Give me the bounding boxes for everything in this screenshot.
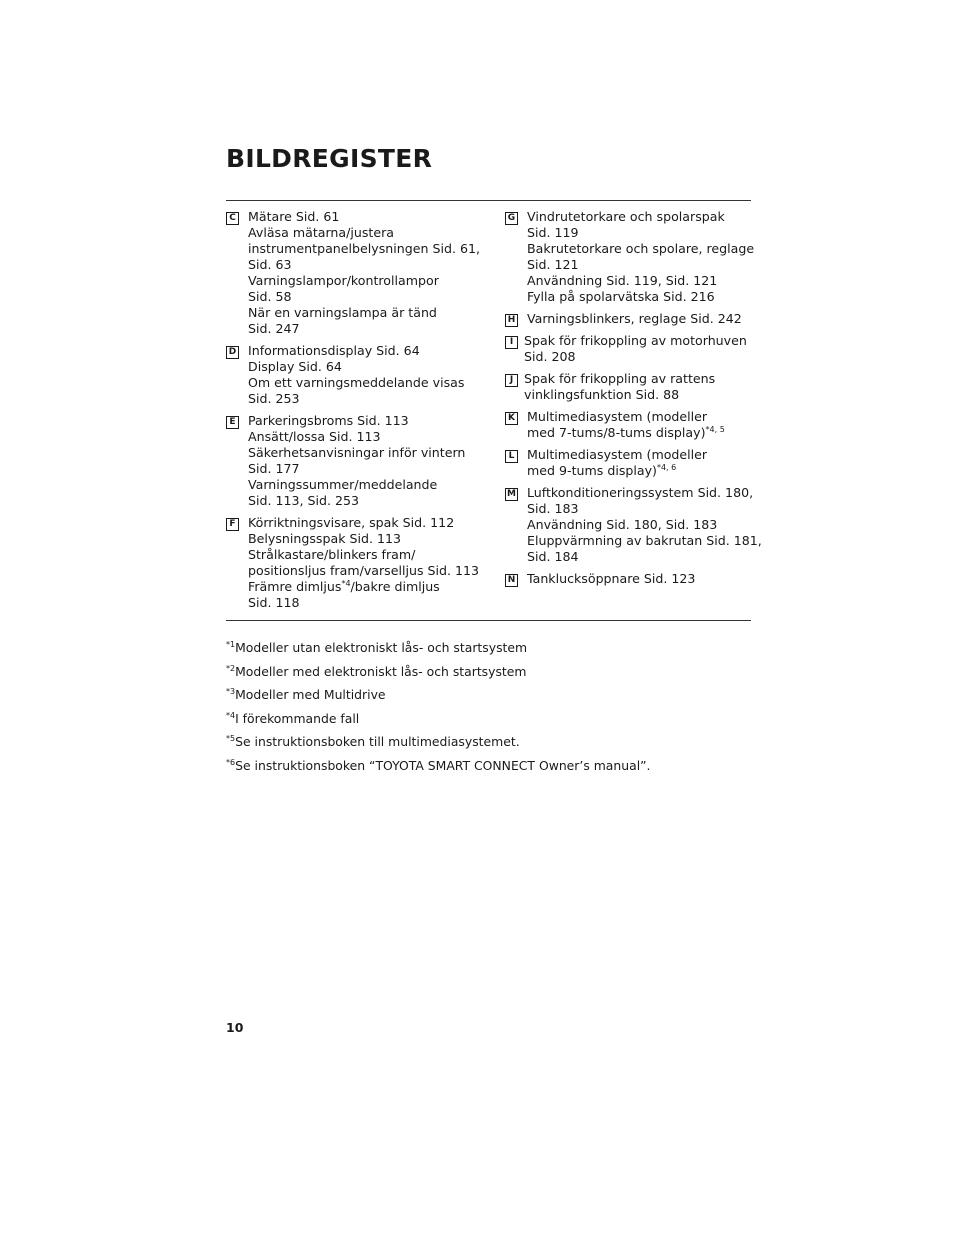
index-entry-g: [505, 209, 755, 305]
footnote-item: $^{*6}$Se instruktionsboken “TOYOTA SMART CONNECT Owner’s manual”.: [226, 757, 651, 773]
index-entry-m: [505, 485, 762, 565]
entry-line: Sid. 208: [524, 349, 576, 364]
footnote-mark: *2: [226, 663, 236, 673]
footnote-item: $^{*3}$Modeller med Multidrive: [226, 686, 386, 702]
entry-line: Strålkastare/blinkers fram/: [248, 547, 416, 562]
entry-line: Multimediasystem (modeller: [527, 409, 708, 424]
entry-line: Sid. 113, Sid. 253: [248, 493, 360, 508]
index-entry-f: [226, 515, 481, 611]
entry-line: Användning Sid. 180, Sid. 183: [527, 517, 718, 532]
entry-line: Belysningsspak Sid. 113: [248, 531, 402, 546]
entry-line: Bakrutetorkare och spolare, reglage: [527, 241, 755, 256]
footnote-mark: *3: [226, 686, 236, 696]
entry-line: med 9-tums display)$^{*4, 6}$: [527, 462, 677, 478]
callout-letter-badge: G: [505, 212, 518, 225]
entry-line: Ansätt/lossa Sid. 113: [248, 429, 381, 444]
entry-line: Avläsa mätarna/justera: [248, 225, 394, 240]
callout-letter-badge: H: [505, 314, 518, 327]
callout-letter-badge: D: [226, 346, 239, 359]
entry-line: Sid. 177: [248, 461, 300, 476]
entry-line: Sid. 63: [248, 257, 292, 272]
entry-line: Tanklucksöppnare Sid. 123: [527, 571, 696, 586]
entry-line: Varningslampor/kontrollampor: [248, 273, 439, 288]
entry-line: Sid. 253: [248, 391, 300, 406]
footnote-mark: *4: [226, 710, 236, 720]
callout-letter-badge: E: [226, 416, 239, 429]
entry-line: Sid. 121: [527, 257, 579, 272]
entry-line: Luftkonditioneringssystem Sid. 180,: [527, 485, 754, 500]
entry-line: Körriktningsvisare, spak Sid. 112: [248, 515, 455, 530]
index-entry-n: [505, 571, 755, 587]
footnote-mark: *5: [226, 733, 236, 743]
entry-line: När en varningslampa är tänd: [248, 305, 437, 320]
page-title: BILDREGISTER: [226, 144, 433, 173]
entry-line: Säkerhetsanvisningar inför vintern: [248, 445, 466, 460]
entry-line: Sid. 58: [248, 289, 292, 304]
footnote-ref: *4, 5: [705, 424, 725, 434]
entry-line: positionsljus fram/varselljus Sid. 113: [248, 563, 480, 578]
index-entry-k: [505, 409, 755, 441]
entry-line: Display Sid. 64: [248, 359, 342, 374]
entry-line: Sid. 118: [248, 595, 300, 610]
entry-line: Spak för frikoppling av motorhuven: [524, 333, 747, 348]
index-entry-c: [226, 209, 481, 337]
entry-line: Varningsblinkers, reglage Sid. 242: [527, 311, 742, 326]
index-entry-l: [505, 447, 755, 479]
callout-letter-badge: N: [505, 574, 518, 587]
callout-letter-badge: J: [505, 374, 518, 387]
bottom-divider: [226, 620, 751, 621]
entry-line: Varningssummer/meddelande: [248, 477, 438, 492]
entry-line: Främre dimljus$^{*4}$/bakre dimljus: [248, 578, 440, 594]
callout-letter-badge: F: [226, 518, 239, 531]
right-index-column: [505, 209, 762, 593]
entry-line: Parkeringsbroms Sid. 113: [248, 413, 409, 428]
entry-line: Sid. 247: [248, 321, 300, 336]
entry-line: Fylla på spolarvätska Sid. 216: [527, 289, 715, 304]
footnote-ref: *4: [341, 578, 351, 588]
callout-letter-badge: K: [505, 412, 518, 425]
entry-line: Mätare Sid. 61: [248, 209, 340, 224]
entry-line: Sid. 119: [527, 225, 579, 240]
top-divider: [226, 200, 751, 201]
entry-line: Informationsdisplay Sid. 64: [248, 343, 420, 358]
index-entry-h: [505, 311, 755, 327]
entry-line: Sid. 184: [527, 549, 579, 564]
entry-line: Om ett varningsmeddelande visas: [248, 375, 465, 390]
entry-line: Användning Sid. 119, Sid. 121: [527, 273, 718, 288]
index-entry-i: [505, 333, 755, 365]
entry-line: instrumentpanelbelysningen Sid. 61,: [248, 241, 480, 256]
callout-letter-badge: L: [505, 450, 518, 463]
index-entry-d: [226, 343, 481, 407]
footnote-item: $^{*2}$Modeller med elektroniskt lås- och startsystem: [226, 663, 527, 679]
entry-line: Sid. 183: [527, 501, 579, 516]
entry-line: vinklingsfunktion Sid. 88: [524, 387, 680, 402]
entry-line: med 7-tums/8-tums display)$^{*4, 5}$: [527, 424, 725, 440]
footnote-mark: *1: [226, 639, 236, 649]
entry-line: Eluppvärmning av bakrutan Sid. 181,: [527, 533, 762, 548]
index-entry-j: [505, 371, 755, 403]
footnote-item: $^{*1}$Modeller utan elektroniskt lås- och startsystem: [226, 639, 528, 655]
left-index-column: [226, 209, 481, 617]
footnote-item: $^{*5}$Se instruktionsboken till multimediasystemet.: [226, 733, 520, 749]
footnotes: [226, 640, 766, 781]
entry-line: Vindrutetorkare och spolarspak: [527, 209, 725, 224]
callout-letter-badge: C: [226, 212, 239, 225]
entry-line: Multimediasystem (modeller: [527, 447, 708, 462]
callout-letter-badge: M: [505, 488, 518, 501]
footnote-item: $^{*4}$I förekommande fall: [226, 710, 360, 726]
footnote-ref: *4, 6: [656, 462, 677, 472]
index-entry-e: [226, 413, 481, 509]
footnote-mark: *6: [226, 757, 236, 767]
page-number: 10: [226, 1020, 244, 1035]
callout-letter-badge: I: [505, 336, 518, 349]
entry-line: Spak för frikoppling av rattens: [524, 371, 716, 386]
